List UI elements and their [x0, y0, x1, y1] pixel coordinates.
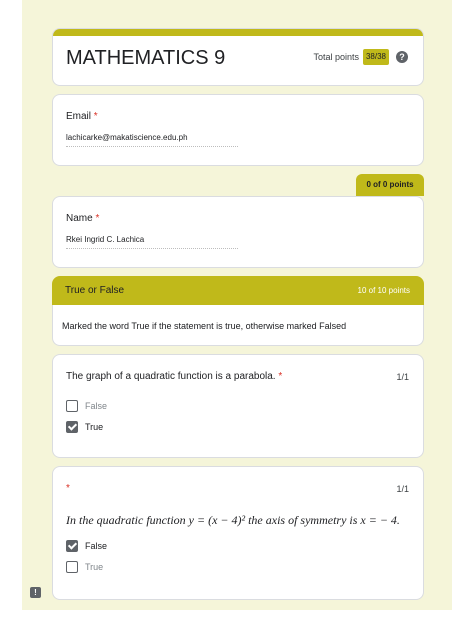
required-mark: *: [93, 111, 98, 122]
required-mark: *: [95, 213, 100, 224]
total-points-badge: 38/38: [363, 49, 389, 65]
option-false[interactable]: [66, 400, 107, 412]
form-title: MATHEMATICS 9: [66, 47, 226, 69]
name-points-badge: 0 of 0 points: [356, 174, 424, 196]
checkbox-false[interactable]: [66, 400, 78, 412]
help-icon[interactable]: ?: [396, 51, 408, 63]
section-header: [52, 276, 424, 305]
option-true[interactable]: [66, 421, 103, 433]
question-math-text: In the quadratic function y = (x − 4)² the axis of symmetry is x = − 4.: [66, 513, 400, 527]
header-accent-bar: [53, 29, 423, 36]
section-title: True or False: [65, 285, 125, 296]
option-label: False: [85, 401, 108, 411]
email-card: [52, 94, 424, 166]
name-label: Name *: [66, 213, 100, 224]
option-label: True: [85, 422, 104, 432]
question-card-1: [52, 354, 424, 458]
question-text: [66, 483, 70, 494]
question-card-2: [52, 466, 424, 600]
feedback-icon[interactable]: !: [30, 587, 41, 598]
required-mark: *: [66, 483, 70, 494]
checkbox-false-checked[interactable]: [66, 540, 78, 552]
checkbox-true[interactable]: [66, 561, 78, 573]
email-field: lachicarke@makatiscience.edu.ph: [66, 133, 238, 147]
section-points: 10 of 10 points: [357, 286, 410, 295]
name-card: [52, 196, 424, 268]
name-field: Rkei Ingrid C. Lachica: [66, 235, 238, 249]
question-score: 1/1: [396, 484, 409, 494]
checkbox-true-checked[interactable]: [66, 421, 78, 433]
option-label: True: [85, 562, 104, 572]
section-description-card: [52, 305, 424, 346]
question-text: The graph of a quadratic function is a parabola. *: [66, 371, 283, 382]
required-mark: *: [278, 371, 283, 382]
email-label: Email *: [66, 111, 98, 122]
form-background: [22, 0, 452, 610]
total-points-label: Total points: [313, 52, 359, 62]
option-false[interactable]: [66, 540, 107, 552]
option-label: False: [85, 541, 108, 551]
section-description: Marked the word True if the statement is true, otherwise marked Falsed: [62, 321, 347, 331]
form-header-card: [52, 28, 424, 86]
question-score: 1/1: [396, 372, 409, 382]
option-true[interactable]: [66, 561, 103, 573]
